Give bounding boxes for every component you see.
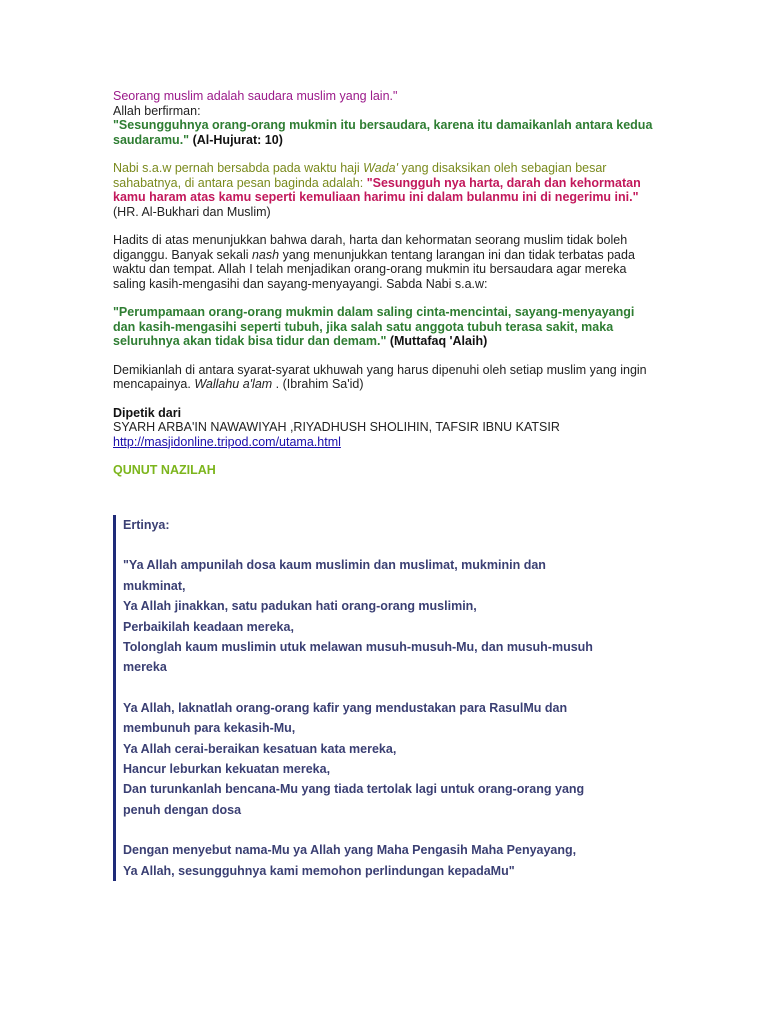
quran-ref: (Al-Hujurat: 10)	[192, 132, 283, 147]
qunut-heading: QUNUT NAZILAH	[113, 463, 216, 477]
qunut-line: "Ya Allah ampunilah dosa kaum muslimin dan muslimat, mukminin dan	[123, 558, 546, 573]
qunut-line: mereka	[123, 660, 167, 675]
qunut-line: Hancur leburkan kekuatan mereka,	[123, 762, 331, 777]
qunut-line: Ya Allah, sesungguhnya kami memohon perlindungan kepadaMu"	[123, 863, 515, 878]
perumpamaan-paragraph	[113, 305, 658, 349]
ertinya-label: Ertinya:	[123, 518, 170, 532]
qunut-quote-box	[113, 515, 623, 881]
qunut-line: mukminat,	[123, 578, 186, 593]
source-link[interactable]: http://masjidonline.tripod.com/utama.html	[113, 434, 341, 449]
perumpamaan-ref: (Muttafaq 'Alaih)	[386, 334, 488, 348]
wada-paragraph	[113, 161, 658, 219]
qunut-line: membunuh para kekasih-Mu,	[123, 721, 296, 736]
qunut-spacer	[123, 820, 623, 840]
wada-quote: "Sesungguh nya harta, darah dan kehormatan kamu haram atas kamu seperti kemuliaan harimu ini dalam bulanmu ini di negerimu ini."	[113, 175, 641, 204]
qunut-line: Ya Allah cerai-beraikan kesatuan kata mereka,	[123, 741, 397, 756]
demikian-paragraph	[113, 363, 658, 392]
wada-text-b: yang disaksikan oleh sebagian besar sahabatnya, di antara pesan baginda adalah:	[113, 161, 607, 190]
hadith-line: Seorang muslim adalah saudara muslim yang lain."	[113, 89, 398, 103]
qunut-line: Ya Allah, laknatlah orang-orang kafir yang mendustakan para RasulMu dan	[123, 700, 568, 715]
demikian-text-b: . (Ibrahim Sa'id)	[272, 377, 364, 391]
nash-word: nash	[251, 247, 280, 262]
qunut-line: Dengan menyebut nama-Mu ya Allah yang Maha Pengasih Maha Penyayang,	[123, 843, 577, 858]
quran-quote-paragraph	[113, 118, 658, 147]
qunut-line: Dan turunkanlah bencana-Mu yang tiada tertolak lagi untuk orang-orang yang	[123, 782, 585, 797]
wada-word: Wada'	[363, 161, 398, 175]
document-body	[113, 89, 658, 478]
qunut-line: Perbaikilah keadaan mereka,	[123, 619, 294, 634]
hadits-text-a: Hadits di atas menunjukkan bahwa darah, harta dan kehormatan seorang muslim tidak boleh diganggu. Banyak sekali	[113, 233, 628, 262]
hadits-paragraph	[113, 233, 658, 291]
qunut-line: penuh dengan dosa	[123, 802, 242, 817]
qunut-spacer	[123, 678, 623, 698]
wada-text-a: Nabi s.a.w pernah bersabda pada waktu haji	[113, 161, 364, 175]
qunut-line: Tolonglah kaum muslimin utuk melawan musuh-musuh-Mu, dan musuh-musuh	[123, 640, 593, 655]
qunut-line: Ya Allah jinakkan, satu padukan hati orang-orang muslimin,	[123, 599, 477, 614]
perumpamaan-quote: "Perumpamaan orang-orang mukmin dalam saling cinta-mencintai, sayang-menyayangi dan kasih-mengasihi seperti tubuh, jika salah satu anggota tubuh terasa sakit, maka seluruhnya akan tidak bisa tidur dan demam."	[113, 305, 635, 348]
source-label: Dipetik dari	[113, 405, 182, 420]
source-books: SYARH ARBA'IN NAWAWIYAH ,RIYADHUSH SHOLIHIN, TAFSIR IBNU KATSIR	[113, 420, 560, 434]
demikian-text-a: Demikianlah di antara syarat-syarat ukhuwah yang harus dipenuhi oleh setiap muslim yang ingin mencapainya.	[113, 362, 647, 391]
qunut-lines	[123, 555, 623, 881]
quran-quote: "Sesungguhnya orang-orang mukmin itu bersaudara, karena itu damaikanlah antara kedua saudaramu."	[113, 118, 653, 147]
wallahu-alam: Wallahu a'lam	[194, 377, 273, 391]
wada-ref: (HR. Al-Bukhari dan Muslim)	[113, 204, 271, 219]
allah-berfirman: Allah berfirman:	[113, 103, 201, 118]
hadits-text-b: yang menunjukkan tentang larangan ini dan tidak terbatas pada waktu dan tempat. Allah I telah menjadikan orang-orang mukmin itu bersaudara agar mereka saling kasih-mengasihi dan sayang-menyayangi. Sabda Nabi s.a.w:	[113, 247, 635, 291]
